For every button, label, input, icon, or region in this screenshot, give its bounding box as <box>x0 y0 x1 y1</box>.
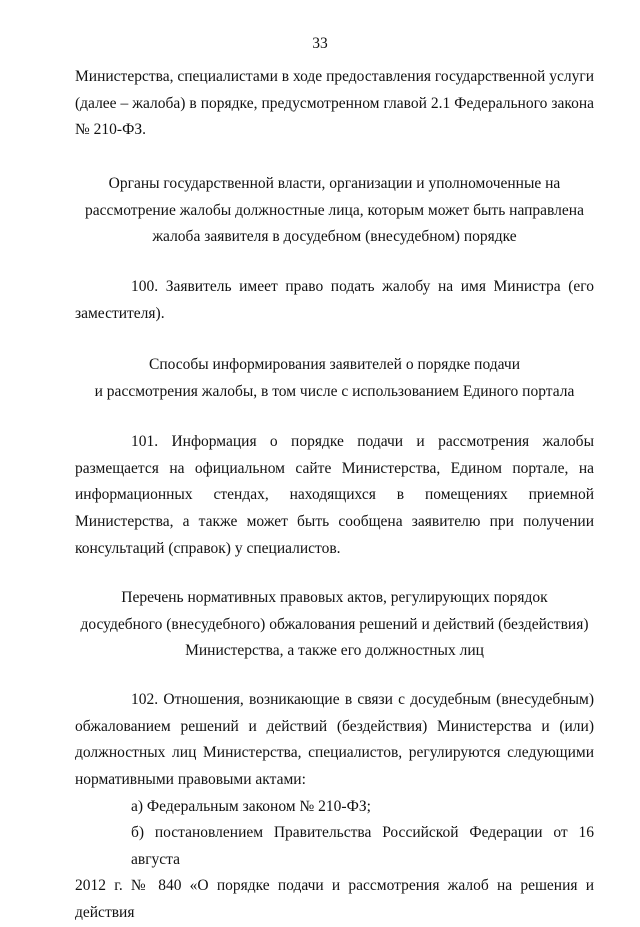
text-line: должностных лиц Министерства, специалистов, регулируются следующими <box>75 744 594 762</box>
text-line: обжалованием решений и действий (бездействия) Министерства и (или) <box>75 717 594 735</box>
section-heading-complaint-bodies <box>75 171 594 251</box>
list-item-a <box>75 794 594 821</box>
text-line: б) постановлением Правительства Российской Федерации от 16 августа <box>131 824 594 868</box>
text-line: Министерства, специалистами в ходе предоставления государственной услуги <box>75 68 594 85</box>
text-line: а) Федеральным законом № 210-ФЗ; <box>131 798 371 815</box>
heading-line: Перечень нормативных правовых актов, регулирующих порядок <box>121 589 548 606</box>
intro-paragraph <box>75 64 594 144</box>
text-line: заместителя). <box>75 304 165 322</box>
text-line: 100. Заявитель имеет право подать жалобу на имя Министра (его <box>131 278 594 295</box>
heading-line: Органы государственной власти, организации и уполномоченные на <box>108 175 561 192</box>
section-heading-regulatory-acts <box>75 585 594 665</box>
heading-line: Способы информирования заявителей о порядке подачи <box>148 356 521 373</box>
section-heading-informing-methods <box>75 352 594 405</box>
text-line: нормативными правовыми актами: <box>75 771 306 789</box>
text-line: размещается на официальном сайте Министерства, Едином портале, на <box>75 459 594 477</box>
heading-line: жалоба заявителя в досудебном (внесудебном) порядке <box>152 228 517 246</box>
heading-line: Министерства, а также его должностных лиц <box>185 642 484 660</box>
text-line: Министерства, а также может быть сообщена заявителю при получении <box>75 513 594 531</box>
page-number: 33 <box>312 35 328 52</box>
heading-line: и рассмотрения жалобы, в том числе с использованием Единого портала <box>94 382 575 400</box>
paragraph-101 <box>75 429 594 563</box>
heading-line: рассмотрение жалобы должностные лица, которым может быть направлена <box>85 201 584 219</box>
text-line: 102. Отношения, возникающие в связи с досудебным (внесудебным) <box>131 691 594 708</box>
text-line: № 210-ФЗ. <box>75 121 146 139</box>
paragraph-100 <box>75 274 594 327</box>
text-line: 2012 г. № 840 «О порядке подачи и рассмотрения жалоб на решения и действия <box>75 877 594 922</box>
text-line: (далее – жалоба) в порядке, предусмотренном главой 2.1 Федерального закона <box>75 94 594 112</box>
text-line: информационных стендах, находящихся в помещениях приемной <box>75 486 594 504</box>
text-line: 101. Информация о порядке подачи и рассмотрения жалобы <box>131 433 594 450</box>
heading-line: досудебного (внесудебного) обжалования решений и действий (бездействия) <box>80 615 589 633</box>
list-item-b <box>75 820 594 927</box>
paragraph-102 <box>75 687 594 794</box>
text-line: консультаций (справок) у специалистов. <box>75 539 341 557</box>
